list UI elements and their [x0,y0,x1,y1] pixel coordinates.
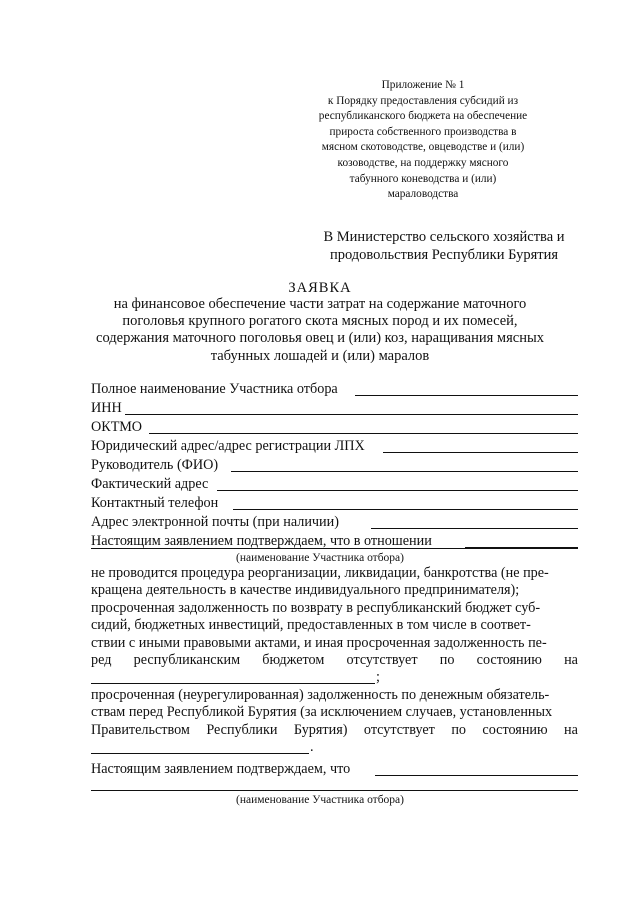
paragraph-line: ствам перед Республикой Бурятия (за исключением случаев, установленных [91,704,553,721]
field-email [91,513,578,532]
paragraph-line: просроченная задолженность по возврату в республиканский бюджет суб- [91,599,541,616]
field-head-label: Руководитель (ФИО) [91,457,219,473]
paragraph-line: сидий, бюджетных инвестиций, предоставленных в том числе в соответ- [91,617,531,634]
field-phone-label: Контактный телефон [91,495,219,511]
paragraph-line: кращена деятельность в качестве индивидуального предпринимателя); [91,582,520,599]
participant-name-caption-2: (наименование Участника отбора) [236,794,404,806]
full-name-blank-line[interactable] [355,395,578,396]
field-legal-address [91,437,578,456]
field-legal-address-label: Юридический адрес/адрес регистрации ЛПХ [91,438,365,454]
field-confirm-that-label: Настоящим заявлением подтверждаем, что [91,761,351,777]
word: на [564,652,578,669]
date-blank-line-1[interactable] [91,683,375,684]
email-blank-line[interactable] [371,528,578,529]
paragraph-line: просроченная (неурегулированная) задолженность по денежным обязатель- [91,687,550,703]
subtitle-line: табунных лошадей и (или) маралов [210,347,430,364]
appendix-line: козоводстве, на поддержку мясного [337,156,509,169]
participant-name-line[interactable] [91,548,578,549]
word: Правительством [91,721,190,738]
word: отсутствует [346,652,418,669]
line-end-period: . [310,739,314,756]
subtitle-line: содержания маточного поголовья овец и (или) коз, наращивания мясных [96,330,544,347]
field-oktmo [91,418,578,437]
word: ред [91,652,112,669]
actual-address-blank-line[interactable] [217,490,578,491]
participant-name-line-2[interactable] [91,790,578,791]
inn-blank-line[interactable] [125,414,578,415]
date-blank-line-2[interactable] [91,753,309,754]
appendix-line: к Порядку предоставления субсидий из [327,94,519,107]
declaration-paragraph-2 [91,687,578,757]
addressee-line: продовольствия Республики Бурятия [329,247,559,263]
word: республиканским [133,652,241,669]
confirm-that-blank-line[interactable] [375,775,578,776]
paragraph-line: ствии с иными правовыми актами, и иная просроченная задолженность пе- [91,634,547,651]
field-full-name-label: Полное наименование Участника отбора [91,381,338,397]
paragraph-line [91,652,578,669]
word: по [451,721,466,738]
word: Бурятия) [293,721,348,738]
field-confirm-regarding-label: Настоящим заявлением подтверждаем, что в отношении [91,533,432,549]
phone-blank-line[interactable] [233,509,578,510]
field-phone [91,494,578,513]
subtitle-line: на финансовое обеспечение части затрат на содержание маточного [113,296,527,312]
appendix-line: республиканского бюджета на обеспечение [318,110,528,123]
document-title: ЗАЯВКА [288,280,352,296]
field-inn-label: ИНН [91,400,122,416]
appendix-line: прироста собственного производства в [329,125,517,138]
appendix-header [318,78,528,203]
document-subtitle [70,296,570,365]
word: Республики [206,721,278,738]
word: состоянию [482,721,548,738]
word: состоянию [476,652,542,669]
line-end-semicolon: ; [376,669,380,686]
field-confirm-that [91,760,578,779]
appendix-line: мараловодства [387,188,459,201]
head-blank-line[interactable] [231,471,578,472]
word: бюджетом [262,652,325,669]
field-actual-address [91,475,578,494]
participant-name-caption: (наименование Участника отбора) [236,552,404,564]
declaration-paragraph-1 [91,565,578,687]
field-head [91,456,578,475]
paragraph-line [91,669,578,686]
oktmo-blank-line[interactable] [149,433,578,434]
word: отсутствует [363,721,435,738]
appendix-line: Приложение № 1 [381,79,465,91]
field-inn [91,399,578,418]
paragraph-line [91,722,578,739]
field-oktmo-label: ОКТМО [91,419,143,435]
appendix-line: табунного коневодства и (или) [349,172,497,185]
word: по [439,652,455,669]
paragraph-line: не проводится процедура реорганизации, ликвидации, банкротства (не пре- [91,565,549,581]
field-actual-address-label: Фактический адрес [91,476,209,492]
addressee-line: В Министерство сельского хозяйства и [323,229,565,245]
field-email-label: Адрес электронной почты (при наличии) [91,514,339,530]
word: на [564,721,578,738]
subtitle-line: поголовья крупного рогатого скота мясных пород и их помесей, [122,313,518,330]
legal-address-blank-line[interactable] [383,452,578,453]
addressee-block [304,228,584,264]
paragraph-line [91,739,578,756]
appendix-line: мясном скотоводстве, овцеводстве и (или) [321,141,525,154]
field-full-name [91,380,578,399]
